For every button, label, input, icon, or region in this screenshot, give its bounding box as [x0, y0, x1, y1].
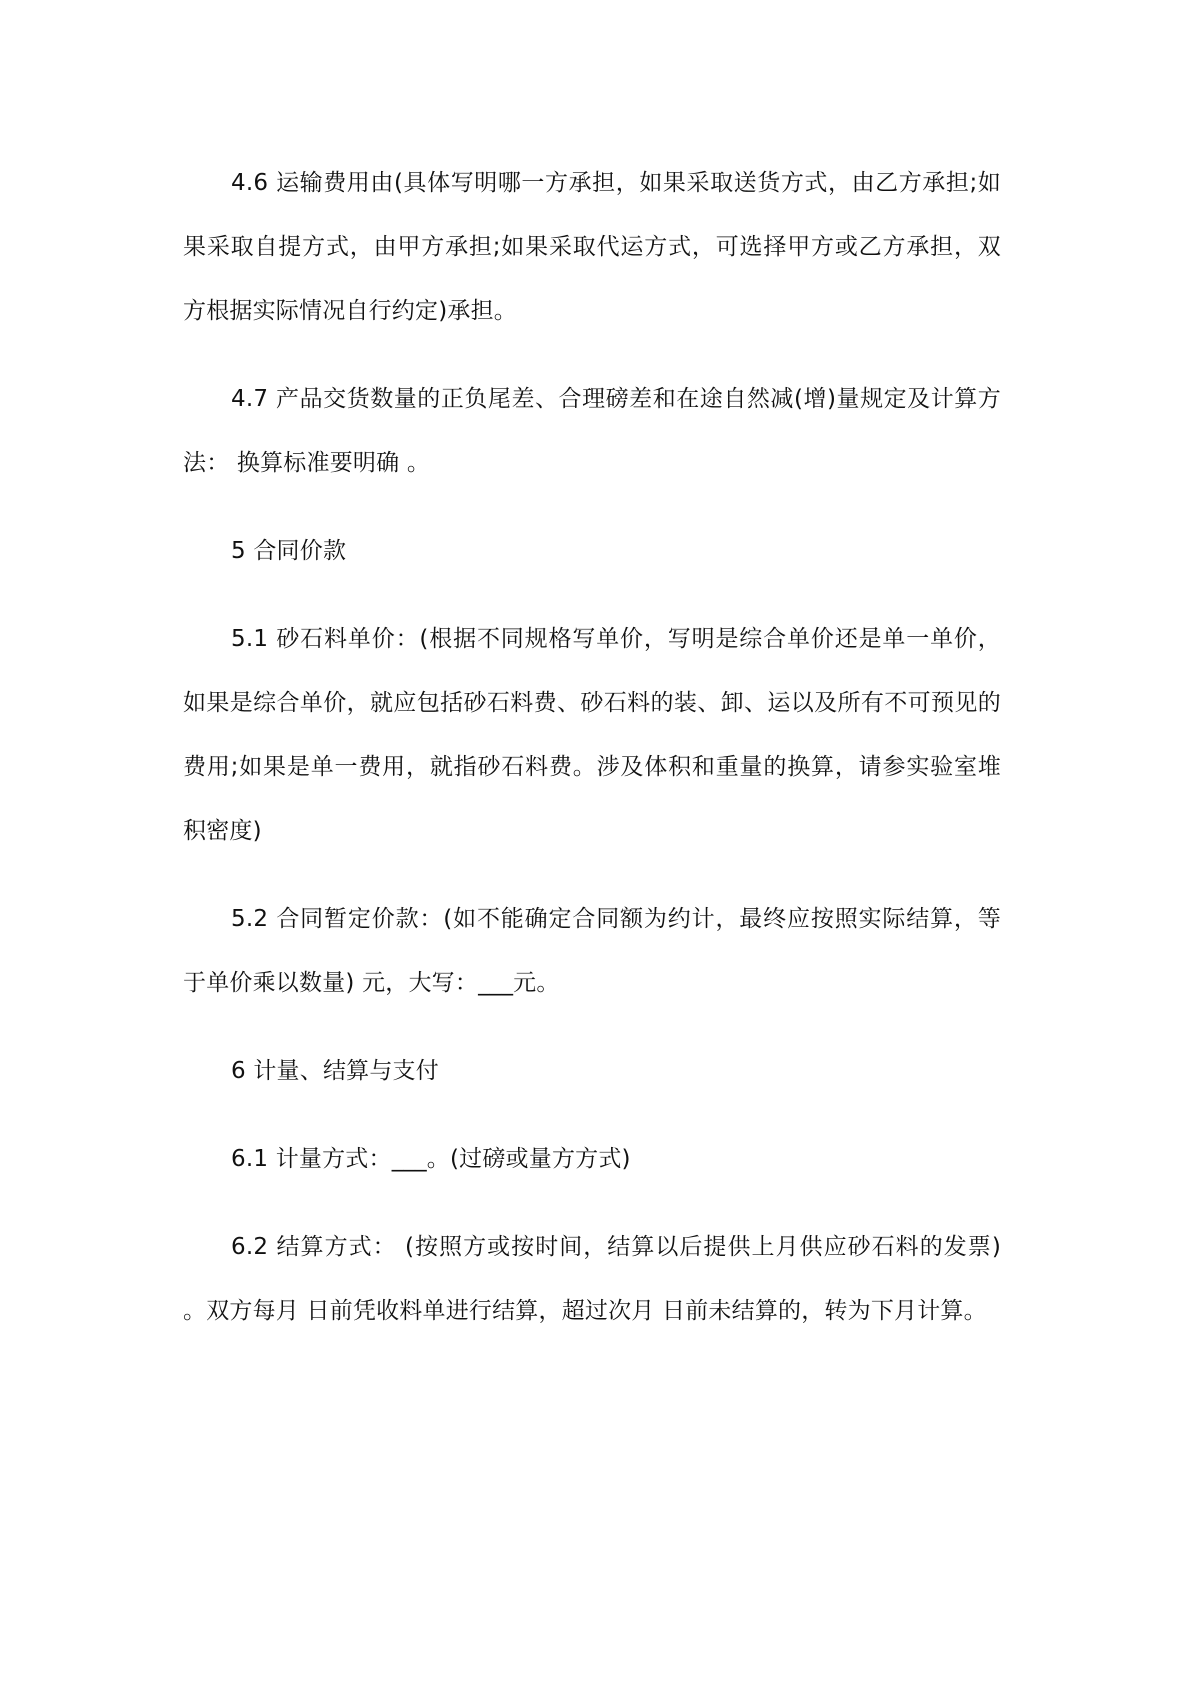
paragraph-spacer: [183, 495, 1001, 519]
paragraph-spacer: [183, 1015, 1001, 1039]
heading-5-contract-price: 5 合同价款: [231, 538, 347, 564]
paragraph-spacer: [183, 1191, 1001, 1215]
paragraph-spacer: [183, 1103, 1001, 1127]
paragraph-spacer: [183, 583, 1001, 607]
paragraph-4-7: 4.7 产品交货数量的正负尾差、合理磅差和在途自然减(增)量规定及计算方法： 换算标准要明确 。: [183, 386, 1001, 476]
paragraph-6-2: 6.2 结算方式： (按照方或按时间，结算以后提供上月供应砂石料的发票) 。双方每月 日前凭收料单进行结算，超过次月 日前未结算的，转为下月计算。: [183, 1234, 1001, 1324]
paragraph-4-6: 4.6 运输费用由(具体写明哪一方承担，如果采取送货方式，由乙方承担;如果采取自提方式，由甲方承担;如果采取代运方式，可选择甲方或乙方承担，双方根据实际情况自行约定)承担。: [183, 170, 1001, 324]
paragraph-spacer: [183, 863, 1001, 887]
paragraph-5-1: 5.1 砂石料单价：(根据不同规格写单价，写明是综合单价还是单一单价，如果是综合单价，就应包括砂石料费、砂石料的装、卸、运以及所有不可预见的费用;如果是单一费用，就指砂石料费。涉及体积和重量的换算，请参实验室堆积密度): [183, 626, 1001, 844]
document-body: [183, 151, 1001, 1343]
paragraph-5-2: 5.2 合同暂定价款：(如不能确定合同额为约计，最终应按照实际结算，等于单价乘以数量) 元，大写：___元。: [183, 906, 1001, 996]
paragraph-spacer: [183, 343, 1001, 367]
heading-6-measurement-settlement-payment: 6 计量、结算与支付: [231, 1058, 439, 1084]
paragraph-6-1: 6.1 计量方式：___。(过磅或量方方式): [231, 1146, 631, 1172]
